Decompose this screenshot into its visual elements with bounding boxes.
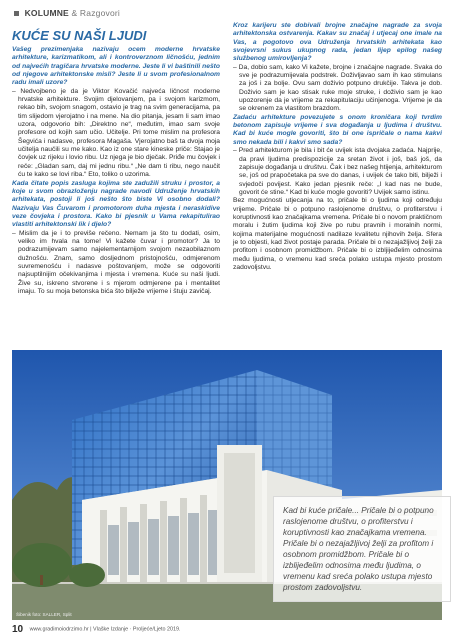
pull-quote: Kad bi kuće pričale... Pričale bi o potpuno raslojenome društvu, o profiterstvu i koruptivnosti kao značajkama vremena. Pričale bi o nezajažljivoj želji za profitom i osobnom promidžbom. Pričale bi o izblijeđelim odnosima među ljudima, o vremenu kad sreća polako ustupa mjesto prostom zadovoljstvu. xyxy=(273,496,451,602)
page-number: 10 xyxy=(12,624,24,635)
interview-question: Kroz karijeru ste dobivali brojne značajne nagrade za svoja arhitektonska ostvarenja. Kakav su značaj i utjecaj one imale na Vas, a pogotovo ova Udruženja hrvatskih arhitekata kao svojevrsni sukus ukupnog rada, jedan lijep epilog našeg službenog umirovljenja? xyxy=(233,22,442,63)
interview-question: Kada čitate popis zasluga kojima ste zadužili struku i prostor, a koje u svom obrazloženju nagrade navodi Udruženje hrvatskih arhitekata, postoji li još nešto što biste Vi osobno dodali? Nazivaju Vas Čuvarom i promotorom duha mjesta i neraskidive veze čovjeka i prostora. Kako bi pjesnik u Vama rekapitulirao vlastiti arhitektonski lik i djelo? xyxy=(12,179,220,229)
interview-question: Zadaću arhitekture povezujete s onom kroničara koji tvrdim betonom zapisuje vrijeme i sva događanja u ljudima i društvu. Kad bi kuće mogle govoriti, što bi one ispričale o nama kakvi smo nekada bili i kakvi smo sada? xyxy=(233,113,442,146)
right-column xyxy=(233,22,442,272)
footer-text: www.gradimoiodrzimo.hr | Vlaške Izdanje · Proljeće/Ljeto 2019. xyxy=(29,626,181,633)
photo-credit: Šibenik foto: SALLER, Split xyxy=(16,612,72,617)
left-column xyxy=(12,28,220,296)
interview-answer-continued: Bez mogućnosti utjecanja na to, pričale bi o ljudima koji određuju vrijeme. Pričale bi o potpuno raslojenome društvu, o profiterstvu i koruptivnosti kao značajkama vremena. Pričale bi o novom praktičnom moralu i žutim ljudima koji žive po rubu pravnih i moralnih normi, kojima materijalne mogućnosti nadilaze kvalitetu njihovih želja. Sfera je to objesti, kad život postaje parada. Pričale bi o nezajažljivoj želji za profitom i osobnom promidžbom. Pričale bi o izbljijeđelim odnosima među ljudima, o vremenu kad sreća polako ustupa mjesto prostom zadovoljstvu. xyxy=(233,197,442,271)
page-header xyxy=(14,8,120,18)
article-title: KUĆE SU NAŠI LJUDI xyxy=(12,28,147,43)
interview-answer: – Da, dobio sam, kako Vi kažete, brojne i značajne nagrade. Svaka do sve je podrazumijevala podstrek. Doživljavao sam ih kao stimulans za još i za bolje. Ovu sam doživio potpuno drukčije. Takva je dob. Doživio sam je kao stisak ruke moje struke, i doživio sam je kao upozorenje da je vrijeme za rekapitulaciju učinjenoga. Vrijeme je da se okrenem za vlastitom brazdom. xyxy=(233,63,442,113)
interview-question: Vašeg prezimenjaka nazivaju ocem moderne hrvatske arhitekture, karizmatikom, ali i kontroverznom ličnošću, jednim od najvećih tragičara hrvatske moderne. Jeste li vi baštinili nešto od njegove arhitektonske misli? Jeste li u svom profesionalnom radu imali uzore? xyxy=(12,46,220,87)
interview-answer: – Mislim da je i to previše rečeno. Nemam ja što tu dodati, osim, veliko im hvala na tome! Vi kažete čuvar i promotor? Ja to podrazumijevam samo najelementarnijom svojom nezaobilaznom dužnošću. Znam, samo dosljednom pristojnošću, odmjerenom suvremenošću i nadasve poštovanjem, može se odgovoriti najsuptilnijim očekivanjima i mjesta i vremena. Kuće su naši ljudi. Žive su, iskreno stvorene i s mjerom odmjerene pa i mentalitet imaju. To su moja betonska bića što bilježe vrijeme i štuju zavičaj. xyxy=(12,229,220,295)
subsection-label: & Razgovori xyxy=(71,8,120,18)
section-label: KOLUMNE xyxy=(24,8,69,18)
interview-answer: – Pred arhitekturom je bila i bit će uvijek ista dvojaka zadaća. Najprije, da pravi ljudima predispozicije za sretan život i još, baš još, da zapisuje događanja u društvu. Čak i bez našeg htijenja, arhitekturom se, još od prapočetaka pa sve do danas, i uvijek će tako biti, bilježi i svjedoči povijest. Kako jedan pjesnik reče: „I kad nas ne bude, govorit će stine.“ Kad bi kuće mogle govoriti? Uvijek samo istinu. xyxy=(233,147,442,196)
page-footer xyxy=(12,624,181,635)
section-marker-icon xyxy=(14,11,19,16)
interview-answer: – Nedvojbeno je da je Viktor Kovačić najveća ličnost moderne hrvatske arhitekture. Svojim djelovanjem, pa i svojom karizmom, rekao bih, svojom snagom, ostavio je trag na svim generacijama, pa tim slijedom vjerojatno i na mene. Na dio pitanja, jesam li sam imao uzora, odgovorio bih: „Direktno ne“, međutim, imao sam svoje profesore od kojih sam učio. Učitelje. Pri tome mislim na profesora Šegvića i nadasve, profesora Magaša. Vjerojatno baš ta dvoja moja učitelja naučili su me kako. Kao iz one stare kineske priče: Stajao je čovjek uz rijeku i lovio ribu. Uz njega je bio dječak. Priđe mu čovjek i reče: „Gladan sam, daj mi jednu ribu.“ „Ne dam ti ribu, nego naučit ću te kako se lovi riba.“ Eto, toliko o uzorima. xyxy=(12,87,220,179)
